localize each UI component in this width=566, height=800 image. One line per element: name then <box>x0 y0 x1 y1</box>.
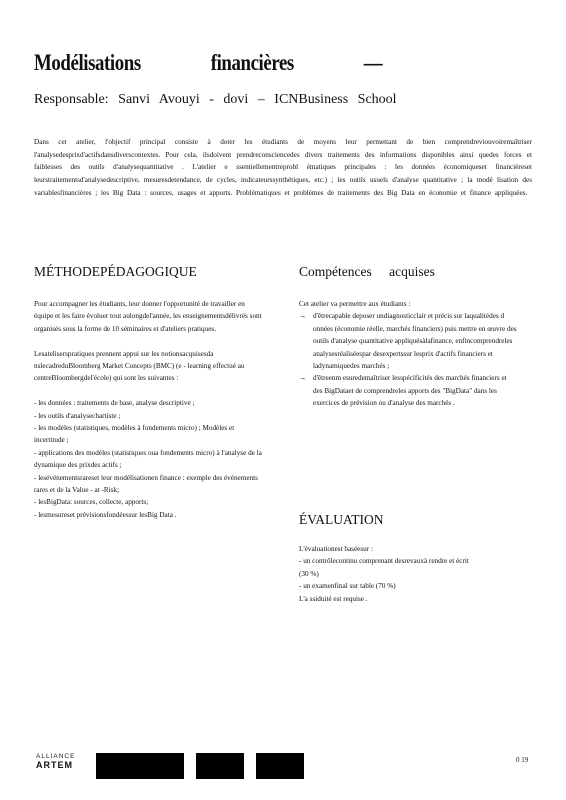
skills-column <box>299 298 517 410</box>
footer-black-block <box>96 753 184 779</box>
evaluation-heading: ÉVALUATION <box>299 512 384 527</box>
method-heading: MÉTHODEPÉDAGOGIQUE <box>34 264 197 279</box>
page-number: 0 19 <box>516 756 529 764</box>
evaluation-line: - un contrôlecontinu comprenant desrevauxà rendre et écrit (30 %) <box>299 557 469 578</box>
method-list-item: - applications des modèles (statistiques oua fondements micro) à l'analyse de la dynamique des prixdes actifs ; <box>34 448 262 470</box>
skills-item-text: d'êtrecapable deposer undiagnosticclair et précis sur laqualitédes d onnées (économie réelle, marchés financiers) puis mettre en œuvre des outils d'analyse quantitative appliquésàlafinance, enfincomprendreles analysesréaliséespar desexpertssur lesprix d'actifs financiers et ladynamiquedes marchés ; <box>313 312 517 371</box>
evaluation-line: L'a ssiduité est requise . <box>299 594 368 603</box>
skills-intro: Cet atelier va permettre aux étudiants : <box>299 300 411 308</box>
method-paragraph-1: Pour accompagner les étudiants, leur donner l'opportunité de travailler en équipe et les faire évoluer tout aulongdel'année, les enseignementsdélivrés sont organisés sous la forme de 10 séminaires et d'ateliers pratiques. <box>34 300 262 333</box>
evaluation-column <box>299 543 469 605</box>
skills-list <box>299 310 517 409</box>
method-list-item: - les outils d'analysechartiste ; <box>34 411 121 420</box>
evaluation-line: - un examenfinal sur table (70 %) <box>299 582 396 591</box>
skills-heading: Compétences acquises <box>299 264 435 279</box>
method-list-item: - lesBigData: sources, collecte, apports; <box>34 498 149 507</box>
arrow-right-icon: → <box>299 312 307 321</box>
footer-black-block <box>196 753 244 779</box>
responsable-line: Responsable: Sanvi Avouyi - dovi – ICNBusiness School <box>34 92 397 107</box>
method-list-item: - lesévénementsrareset leur modélisationen finance : exemple des événements rares et de la Value - at -Risk; <box>34 473 258 495</box>
skills-list-item <box>299 310 517 372</box>
method-paragraph-2: Lesateliserspratiques prennent appui sur les notionsacquisesda nslecadreduBloomberg Market Concepts (BMC) (e - learning effectué au centreBloombergdel'école) qui sont les suivantes : <box>34 349 245 383</box>
page-title: Modélisations financières — <box>34 50 383 75</box>
logo-line-1: ALLIANCE <box>36 753 76 760</box>
arrow-right-icon: → <box>299 374 307 383</box>
skills-list-item <box>299 372 517 409</box>
skills-item-text: d'êtreenm esuredemaîtriser lesspécificités des marchés financiers et des BigDataet de comprendreles apports des "BigData" dans les exercices de prévision ou d'analyse des marchés . <box>313 374 507 408</box>
alliance-artem-logo <box>36 752 75 770</box>
footer-black-block <box>256 753 304 779</box>
evaluation-line: L'évaluationest baséesur : <box>299 545 373 553</box>
intro-paragraph: Dans cet atelier, l'objectif principal consiste à doter les étudiants de moyens leur permettant de bien comprendreviouvoiremaîtriser l'analysedesprixd'actifsdansdiverscontextes. Pour cela, ilsdoivent prendreconsciencedes divers traitements des informations disponibles ainsi quedes forces et faiblesses des outils d'analysequantitative . L'atelier e ssentiellementreprobl ématiques principales : les données économiqueset financièreset leurstraitementsd'analysedescriptive, mesuresdetendance, de cycles, indicateurssynthétiques, etc.) ; les outils usuels d'analyse quantitative ; la modé lisation des variablesfinancières ; les Big Data : sources, usages et apports. Problématiques et problèmes de traitements des Big Data en économie et finance appliquées. <box>34 138 532 197</box>
method-column <box>34 298 264 521</box>
method-list-item: - lesmesureset prévisionsfondéessur lesBig Data . <box>34 510 177 519</box>
method-list-item: - les modèles (statistiques, modèles à fondements micro) ; Modèles et incertitude ; <box>34 424 235 445</box>
logo-line-2: ARTEM <box>36 760 73 770</box>
method-list-item: - les données : traitements de base, analyse descriptive ; <box>34 399 195 408</box>
